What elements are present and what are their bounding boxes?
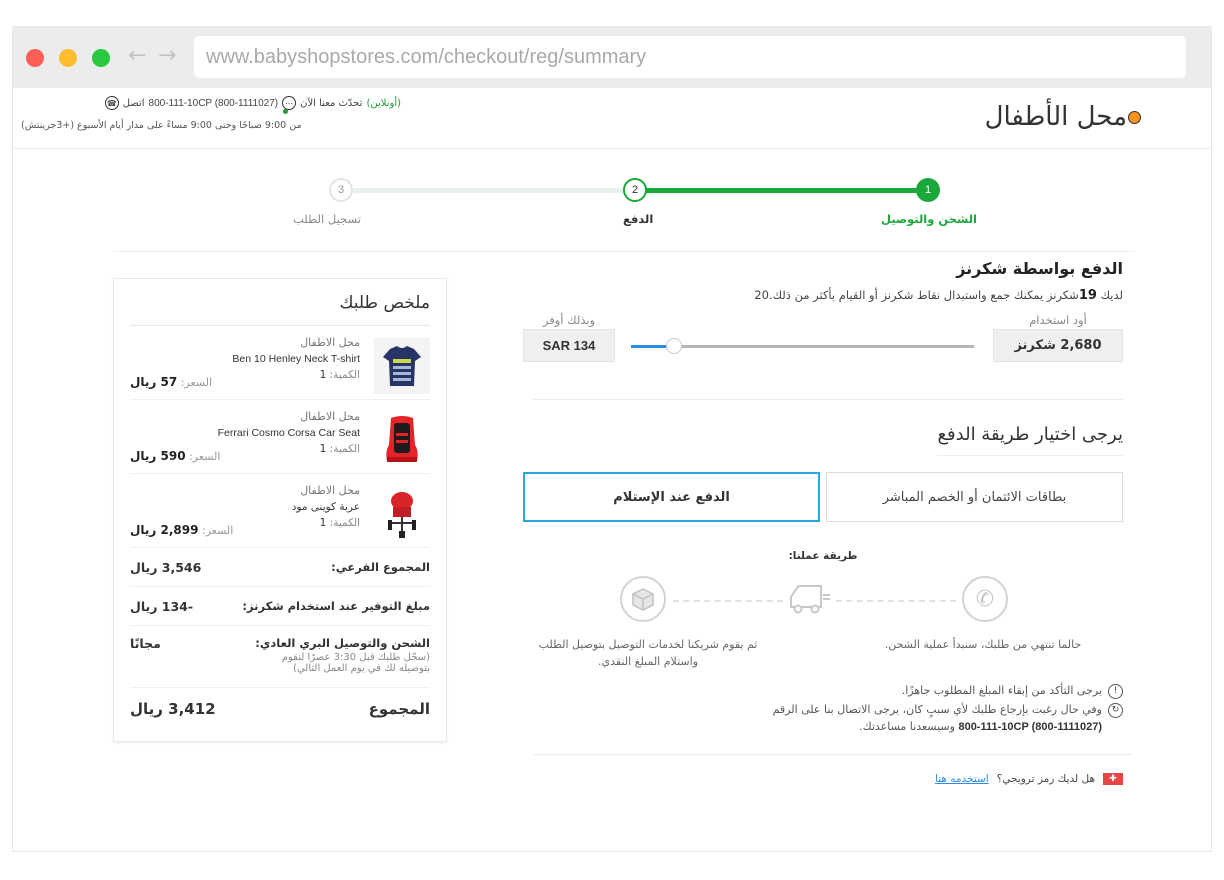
item-qty: الكمية: 1: [319, 517, 360, 529]
order-summary: [113, 278, 447, 742]
shukrans-title: الدفع بواسطة شكرنز: [956, 259, 1123, 278]
phone-icon: ☎: [105, 96, 119, 110]
step-2-label: الدفع: [623, 212, 654, 226]
alert-icon: !: [1108, 684, 1123, 699]
browser-chrome: [13, 27, 1211, 88]
close-window-button[interactable]: [26, 49, 44, 67]
divider: [533, 399, 1123, 400]
savings-label: مبلغ التوفير عند استخدام شكرنز:: [242, 599, 430, 613]
total-row: [130, 688, 430, 730]
chat-status: (أونلاين): [366, 97, 401, 109]
how-step-3-text: ثم يقوم شريكنا لخدمات التوصيل بتوصيل الطلب واستلام المبلغ النقدي.: [538, 638, 758, 668]
item-price: السعر: 57 ريال: [130, 375, 213, 389]
product-image-tshirt[interactable]: [374, 338, 430, 394]
savings-value: -134 ريال: [130, 598, 194, 614]
return-icon: ↻: [1108, 703, 1123, 718]
product-image-stroller[interactable]: [374, 486, 430, 542]
promo-code-link[interactable]: استخدمه هنا: [935, 773, 989, 785]
shipping-label: الشحن والتوصيل البري العادي:: [255, 636, 430, 650]
subtotal-row: [130, 548, 430, 587]
product-image-car-seat[interactable]: [374, 412, 430, 468]
shipping-note: (سجّل طلبك قبل 3:30 عصرًا لنقوم بتوصيله لك في يوم العمل التالي): [281, 652, 430, 674]
item-info: [232, 336, 360, 381]
payment-panel: [523, 259, 1123, 785]
url-bar[interactable]: www.babyshopstores.com/checkout/reg/summary: [194, 36, 1186, 78]
shukrans-slider[interactable]: [631, 345, 974, 348]
dashed-connector: [836, 600, 956, 602]
total-label: المجموع: [368, 700, 430, 718]
slider-thumb[interactable]: [666, 338, 682, 354]
summary-title: ملخص طلبك: [130, 279, 430, 326]
site-header: [13, 88, 1211, 149]
maximize-window-button[interactable]: [92, 49, 110, 67]
phone-icon: ✆: [962, 576, 1008, 622]
savings-row: [130, 587, 430, 626]
shukrans-points: 19: [1078, 288, 1097, 303]
total-value: 3,412 ريال: [130, 700, 216, 718]
item-name[interactable]: Ferrari Cosmo Corsa Car Seat: [217, 427, 360, 439]
item-name[interactable]: عربة كوينى مود: [291, 501, 360, 513]
save-label: وبذلك أوفر: [542, 313, 596, 327]
note-text: يرجى التأكد من إبقاء المبلغ المطلوب جاهزًا.: [901, 684, 1102, 697]
item-store: محل الاطفال: [300, 484, 360, 497]
support-phone[interactable]: 800-111-10CP (800-1111027): [958, 721, 1102, 733]
step-connector-done: [637, 188, 927, 193]
item-info: [218, 410, 360, 455]
how-it-works-title: طريقة عملنا:: [788, 550, 858, 562]
truck-icon: [786, 576, 832, 622]
use-label: أود استخدام: [1029, 313, 1087, 327]
step-3-label: تسجيل الطلب: [293, 212, 361, 226]
contact-info: [21, 96, 401, 131]
step-2-circle: 2: [623, 178, 647, 202]
subtotal-label: المجموع الفرعي:: [331, 560, 430, 574]
call-label: اتصل: [122, 97, 145, 109]
shukrans-description: لديك 19شكرنز يمكنك جمع واستبدال نقاط شكرنز أو القيام بأكثر من ذلك.20: [754, 288, 1123, 303]
support-hours: من 9:00 صباحًا وحتى 9:00 مساءً على مدار أيام الأسبوع (+3جرينتش): [21, 120, 302, 131]
summary-item: [130, 474, 430, 548]
box-icon: [620, 576, 666, 622]
chat-icon[interactable]: ⋯: [282, 96, 296, 110]
item-qty: الكمية: 1: [319, 369, 360, 381]
note-text: وفي حال رغبت بإرجاع طلبك لأي سببٍ كان، يرجى الاتصال بنا على الرقم 800-111-10CP (800-1111027) وسيسعدنا مساعدتك.: [772, 703, 1102, 733]
summary-item: [130, 326, 430, 400]
chat-label[interactable]: تحدّث معنا الآن: [300, 97, 363, 109]
item-name[interactable]: Ben 10 Henley Neck T-shirt: [232, 353, 360, 365]
save-amount-field: SAR 134: [523, 329, 615, 362]
promo-question: هل لديك رمز ترويجي؟: [996, 773, 1095, 785]
note-item: [523, 682, 1123, 699]
shipping-row: [130, 626, 430, 688]
shukrans-slider-row: [523, 313, 1123, 373]
item-info: [292, 484, 360, 529]
slider-fill: [631, 345, 669, 348]
payment-method-options: [523, 472, 1123, 522]
item-price: السعر: 590 ريال: [130, 449, 221, 463]
promo-code-row: [523, 773, 1123, 785]
step-1-label[interactable]: الشحن والتوصيل: [881, 212, 977, 226]
summary-item: [130, 400, 430, 474]
item-store: محل الاطفال: [300, 336, 360, 349]
item-store: محل الاطفال: [300, 410, 360, 423]
checkout-stepper: [263, 175, 1013, 235]
use-amount-field[interactable]: 2,680 شكرنز: [993, 329, 1123, 362]
step-3-circle: 3: [329, 178, 353, 202]
shipping-value: مجانًا: [130, 636, 161, 651]
step-connector-todo: [343, 188, 633, 193]
dashed-connector: [673, 600, 783, 602]
note-item: [523, 701, 1123, 736]
step-1-circle[interactable]: 1: [916, 178, 940, 202]
payment-notes: [523, 682, 1123, 736]
logo-dot: [1128, 111, 1141, 124]
arrow-left-icon[interactable]: ←: [128, 43, 147, 68]
site-logo[interactable]: [985, 102, 1141, 132]
header-phone[interactable]: 800-111-10CP (800-1111027): [148, 97, 279, 109]
online-status-dot: [283, 109, 288, 114]
divider: [533, 754, 1133, 755]
browser-window: [12, 26, 1212, 852]
how-it-works: [523, 572, 1123, 682]
cash-on-delivery-button[interactable]: الدفع عند الإستلام: [523, 472, 820, 522]
card-payment-button[interactable]: بطاقات الائتمان أو الخصم المباشر: [826, 472, 1123, 522]
logo-text: محل الأطفال: [984, 102, 1127, 132]
gift-icon: ✚: [1103, 773, 1123, 785]
how-step-1-text: حالما تنتهي من طلبك، سنبدأ عملية الشحن.: [884, 638, 1082, 651]
minimize-window-button[interactable]: [59, 49, 77, 67]
divider: [113, 251, 1135, 252]
arrow-right-icon[interactable]: →: [158, 43, 177, 68]
item-price: السعر: 2,899 ريال: [130, 523, 234, 537]
item-qty: الكمية: 1: [319, 443, 360, 455]
payment-method-title: يرجى اختيار طريقة الدفع: [937, 424, 1123, 456]
subtotal-value: 3,546 ريال: [130, 559, 202, 575]
